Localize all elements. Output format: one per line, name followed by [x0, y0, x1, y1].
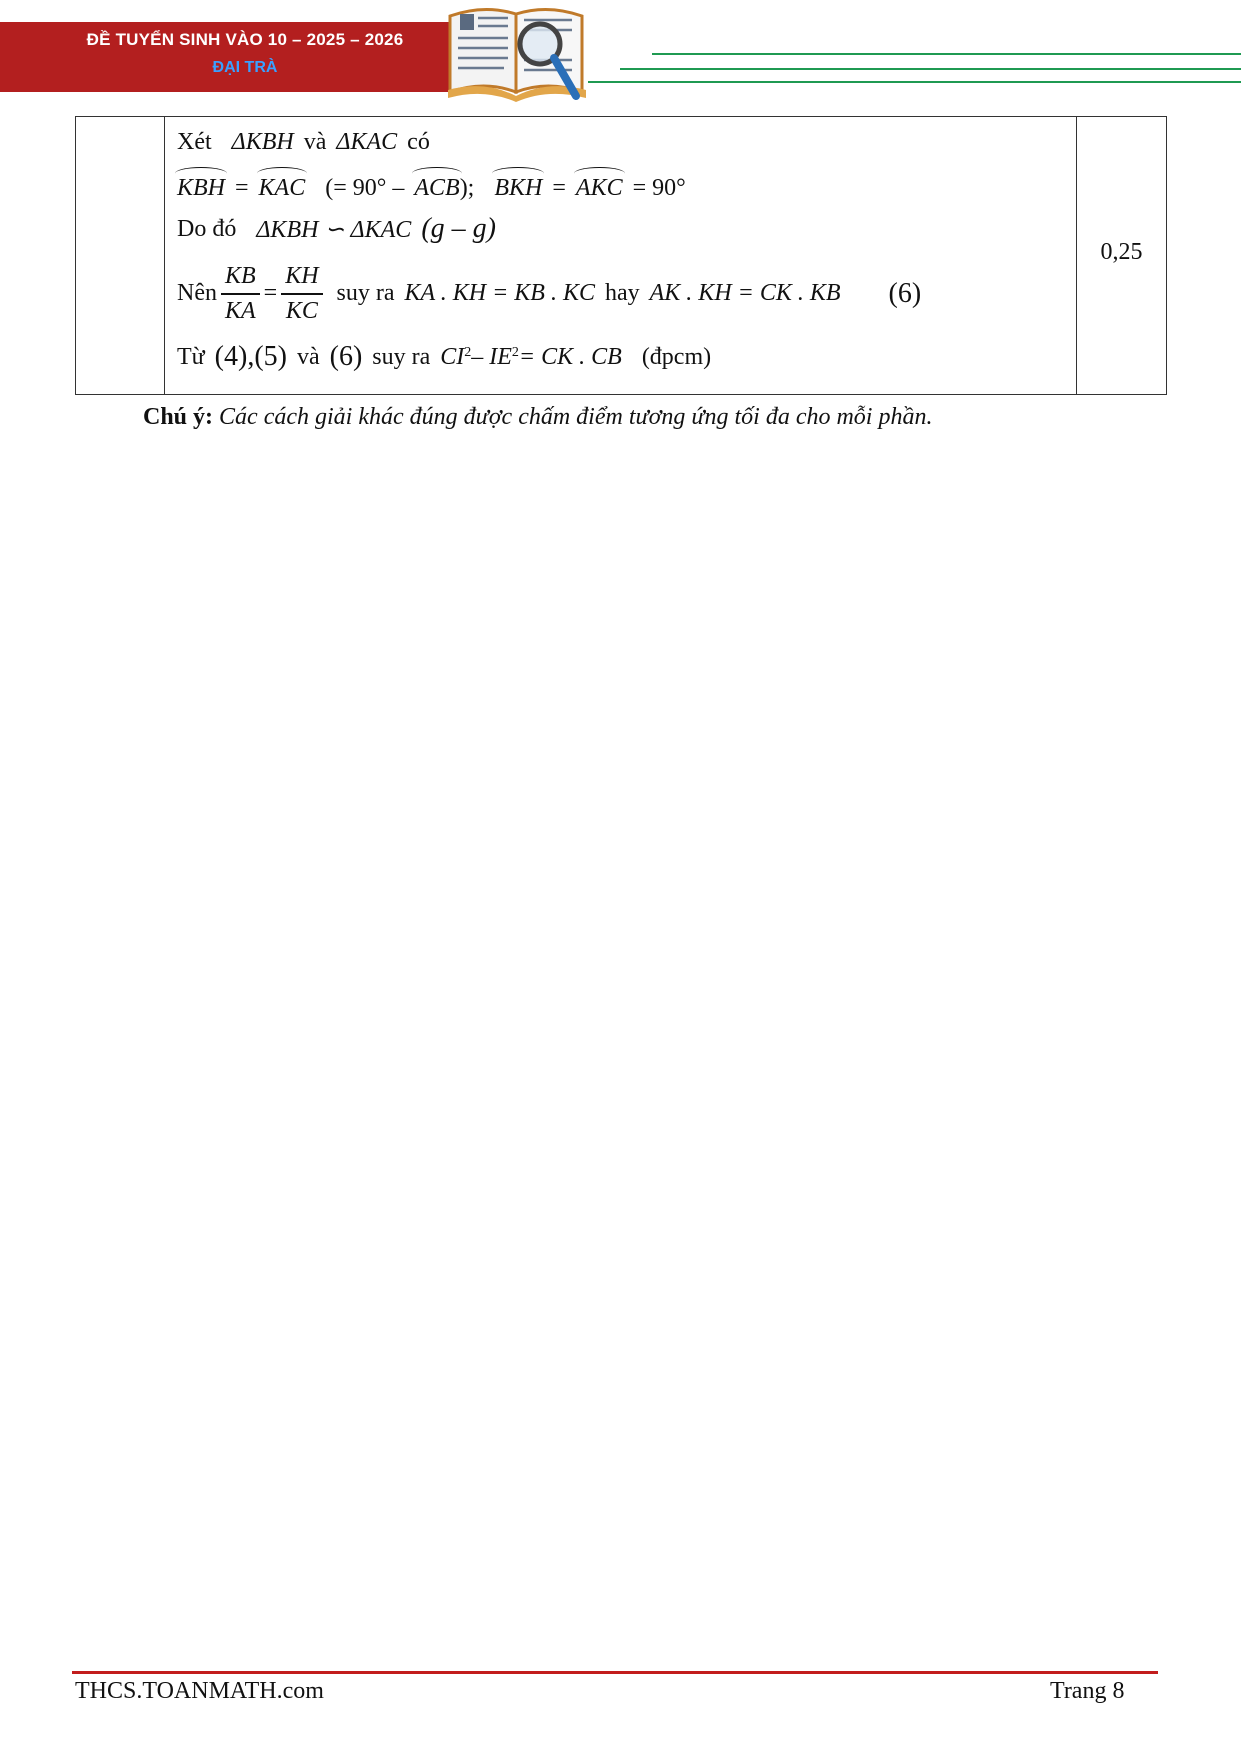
line-similarity — [177, 213, 496, 245]
score-column — [1076, 117, 1166, 394]
footer-rule — [72, 1671, 1158, 1674]
text-co: có — [407, 129, 430, 155]
book-magnifier-icon — [444, 0, 590, 104]
header-rule-1 — [652, 53, 1241, 55]
header-rule-2 — [620, 68, 1241, 70]
text-suy-ra-2: suy ra — [372, 343, 431, 370]
text-tu: Từ — [177, 343, 205, 370]
term-ck-cb: = CK . CB — [518, 343, 622, 370]
similar-triangles: ΔKBH ∽ ΔKAC — [256, 216, 412, 243]
exponent: 2 — [511, 345, 519, 360]
header-title: ĐỀ TUYỂN SINH VÀO 10 – 2025 – 2026 — [86, 30, 404, 49]
equals-sign-2: = — [552, 175, 566, 201]
text-close-paren: ); — [459, 175, 475, 201]
header-rule-3 — [588, 81, 1241, 83]
footer-page-number: Trang 8 — [1050, 1678, 1125, 1704]
refs-4-5: (4),(5) — [214, 341, 287, 372]
text-do-do: Do đó — [177, 215, 237, 242]
exponent: 2 — [464, 345, 472, 360]
fraction-numerator: KB — [224, 263, 256, 289]
angle-bkh: BKH — [494, 175, 543, 201]
triangle-kbh: ΔKBH — [231, 129, 294, 155]
text-suy-ra: suy ra — [336, 280, 395, 307]
question-column — [76, 117, 165, 394]
text-g-g: (g – g) — [421, 213, 496, 244]
text-va-2: và — [296, 343, 320, 370]
line-angle-equalities — [177, 175, 686, 202]
note — [143, 404, 932, 431]
text-ninety-minus: (= 90° – — [325, 175, 405, 201]
text-va: và — [303, 129, 327, 155]
answer-table — [75, 116, 1167, 395]
term-ie: – IE — [471, 343, 512, 370]
text-nen: Nên — [177, 280, 217, 307]
product-equation-2: AK . KH = CK . KB — [649, 280, 841, 307]
text-xet: Xét — [177, 129, 212, 155]
text-dpcm: (đpcm) — [641, 343, 712, 370]
angle-kbh: KBH — [177, 175, 225, 201]
note-label: Chú ý: — [143, 404, 214, 430]
text-ninety-degrees: = 90° — [632, 175, 686, 201]
ref-6: (6) — [329, 341, 363, 372]
angle-akc: AKC — [575, 175, 623, 201]
line-consider-triangles — [177, 129, 430, 156]
term-ci: CI — [440, 343, 465, 370]
fraction-kh-kc — [281, 263, 322, 325]
fraction-kb-ka — [221, 263, 260, 325]
equals-sign-3: = — [263, 280, 278, 307]
angle-acb: ACB — [414, 175, 460, 201]
equals-sign: = — [235, 175, 249, 201]
header-subtitle: ĐẠI TRÀ — [212, 59, 278, 76]
line-ratio — [177, 263, 921, 325]
text-hay: hay — [604, 280, 640, 307]
angle-kac: KAC — [258, 175, 306, 201]
footer-site: THCS.TOANMATH.com — [75, 1678, 324, 1704]
fraction-denominator: KC — [285, 297, 318, 324]
product-equation-1: KA . KH = KB . KC — [404, 280, 595, 307]
fraction-denominator: KA — [224, 297, 256, 324]
equation-tag-6: (6) — [888, 277, 922, 309]
fraction-numerator: KH — [285, 263, 319, 289]
triangle-kac: ΔKAC — [336, 129, 398, 155]
note-text: Các cách giải khác đúng được chấm điểm tương ứng tối đa cho mỗi phần. — [219, 404, 933, 430]
line-conclusion — [177, 341, 711, 373]
score-value: 0,25 — [1100, 239, 1143, 265]
